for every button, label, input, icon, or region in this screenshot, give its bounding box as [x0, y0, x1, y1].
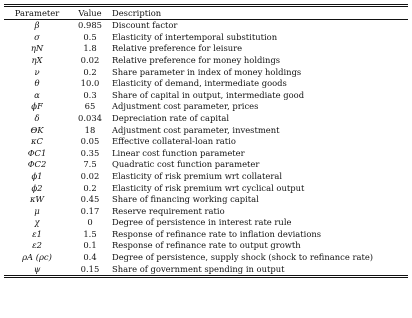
parameter-symbol: κC: [31, 136, 43, 147]
parameter-value: 0.45: [80, 194, 100, 205]
table-row: [4, 89, 408, 101]
parameter-description: Share of financing working capital: [112, 194, 259, 205]
parameter-value: 0.02: [80, 170, 100, 181]
parameter-value: 0.05: [80, 136, 100, 147]
parameter-symbol: ϕ1: [31, 170, 43, 181]
table-row: [4, 31, 408, 43]
parameter-description: Response of refinance rate to inflation deviations: [112, 228, 322, 239]
parameter-description: Degree of persistence in interest rate rule: [112, 217, 292, 228]
parameter-symbol: ρA (ρc): [22, 252, 52, 263]
parameter-description: Response of refinance rate to output growth: [112, 240, 301, 251]
table-row: [4, 19, 408, 31]
parameter-symbol: κW: [29, 194, 45, 205]
parameter-description: Share of government spending in output: [110, 263, 408, 276]
parameter-description: Effective collateral-loan ratio: [112, 136, 236, 147]
parameter-symbol: ΘK: [30, 124, 44, 135]
parameter-value: 0.3: [83, 89, 97, 100]
parameter-value: 0.1: [83, 240, 97, 251]
parameter-value: 0.17: [80, 205, 100, 216]
parameter-value: 65: [84, 101, 96, 112]
parameter-value: 0.985: [78, 20, 102, 31]
parameter-description: Elasticity of intertemporal substitution: [112, 31, 278, 42]
parameter-description: Relative preference for leisure: [112, 43, 243, 54]
table-row: [4, 182, 408, 194]
parameter-value: 18: [84, 124, 96, 135]
parameter-description: Adjustment cost parameter, investment: [112, 124, 280, 135]
parameter-value: 7.5: [83, 159, 97, 170]
parameter-symbol: θ: [34, 78, 40, 89]
parameter-description: Elasticity of demand, intermediate goods: [112, 78, 287, 89]
table-row: [4, 217, 408, 229]
table-row: [4, 159, 408, 171]
parameter-value: 1.8: [83, 43, 97, 54]
parameter-value: 0.2: [83, 66, 97, 77]
table-row: [4, 240, 408, 252]
parameter-symbol: ε2: [32, 240, 42, 251]
parameter-description: Elasticity of risk premium wrt collateral: [112, 170, 282, 181]
header-parameter: Parameter: [4, 6, 70, 20]
table-row: [4, 251, 408, 263]
parameter-value: 0.034: [78, 112, 102, 123]
parameter-symbol: σ: [34, 31, 40, 42]
parameter-description: Elasticity of risk premium wrt cyclical output: [112, 182, 305, 193]
parameter-symbol: ΦC2: [27, 159, 47, 170]
parameter-description: Share parameter in index of money holdings: [112, 66, 302, 77]
parameter-description: Quadratic cost function parameter: [112, 159, 260, 170]
parameter-symbol: ν: [34, 66, 40, 77]
parameter-symbol: ψ: [4, 263, 70, 276]
table-body: [4, 19, 408, 276]
parameter-table: [4, 4, 408, 278]
parameter-value: 0.02: [80, 54, 100, 65]
header-description: Description: [110, 6, 408, 20]
parameter-symbol: ηX: [31, 54, 43, 65]
table-row: [4, 205, 408, 217]
table-row: [4, 54, 408, 66]
parameter-description: Degree of persistence, supply shock (shock to refinance rate): [112, 252, 374, 263]
parameter-symbol: μ: [34, 205, 40, 216]
table-row: [4, 101, 408, 113]
parameter-value: 0.2: [83, 182, 97, 193]
parameter-value: 0: [87, 217, 93, 228]
parameter-symbol: ϕ2: [31, 182, 43, 193]
table-row: [4, 66, 408, 78]
parameter-symbol: χ: [34, 217, 40, 228]
parameter-symbol: β: [34, 20, 40, 31]
parameter-description: Depreciation rate of capital: [112, 112, 230, 123]
parameter-value: 0.35: [80, 147, 100, 158]
table-row: [4, 170, 408, 182]
table-row: [4, 194, 408, 206]
table-row: [4, 78, 408, 90]
parameter-value: 0.5: [83, 31, 97, 42]
parameter-symbol: ηN: [30, 43, 44, 54]
parameter-symbol: ϕF: [31, 101, 43, 112]
parameter-value: 10.0: [80, 78, 100, 89]
parameter-value: 0.15: [70, 263, 110, 276]
table-row: [4, 112, 408, 124]
table-row: [4, 136, 408, 148]
table-row: [4, 228, 408, 240]
table-row: [4, 263, 408, 276]
parameter-symbol: ε1: [32, 228, 42, 239]
header-value: Value: [70, 6, 110, 20]
parameter-description: Linear cost function parameter: [112, 147, 245, 158]
parameter-description: Discount factor: [112, 20, 178, 31]
parameter-value: 1.5: [83, 228, 97, 239]
parameter-symbol: ΦC1: [27, 147, 47, 158]
parameter-symbol: α: [34, 89, 40, 100]
parameter-description: Share of capital in output, intermediate good: [112, 89, 305, 100]
parameter-description: Adjustment cost parameter, prices: [112, 101, 259, 112]
table-row: [4, 124, 408, 136]
parameter-description: Relative preference for money holdings: [112, 54, 281, 65]
parameter-symbol: δ: [34, 112, 40, 123]
table-row: [4, 43, 408, 55]
table-row: [4, 147, 408, 159]
header-row: [4, 6, 408, 20]
parameter-description: Reserve requirement ratio: [112, 205, 225, 216]
parameter-value: 0.4: [83, 252, 97, 263]
